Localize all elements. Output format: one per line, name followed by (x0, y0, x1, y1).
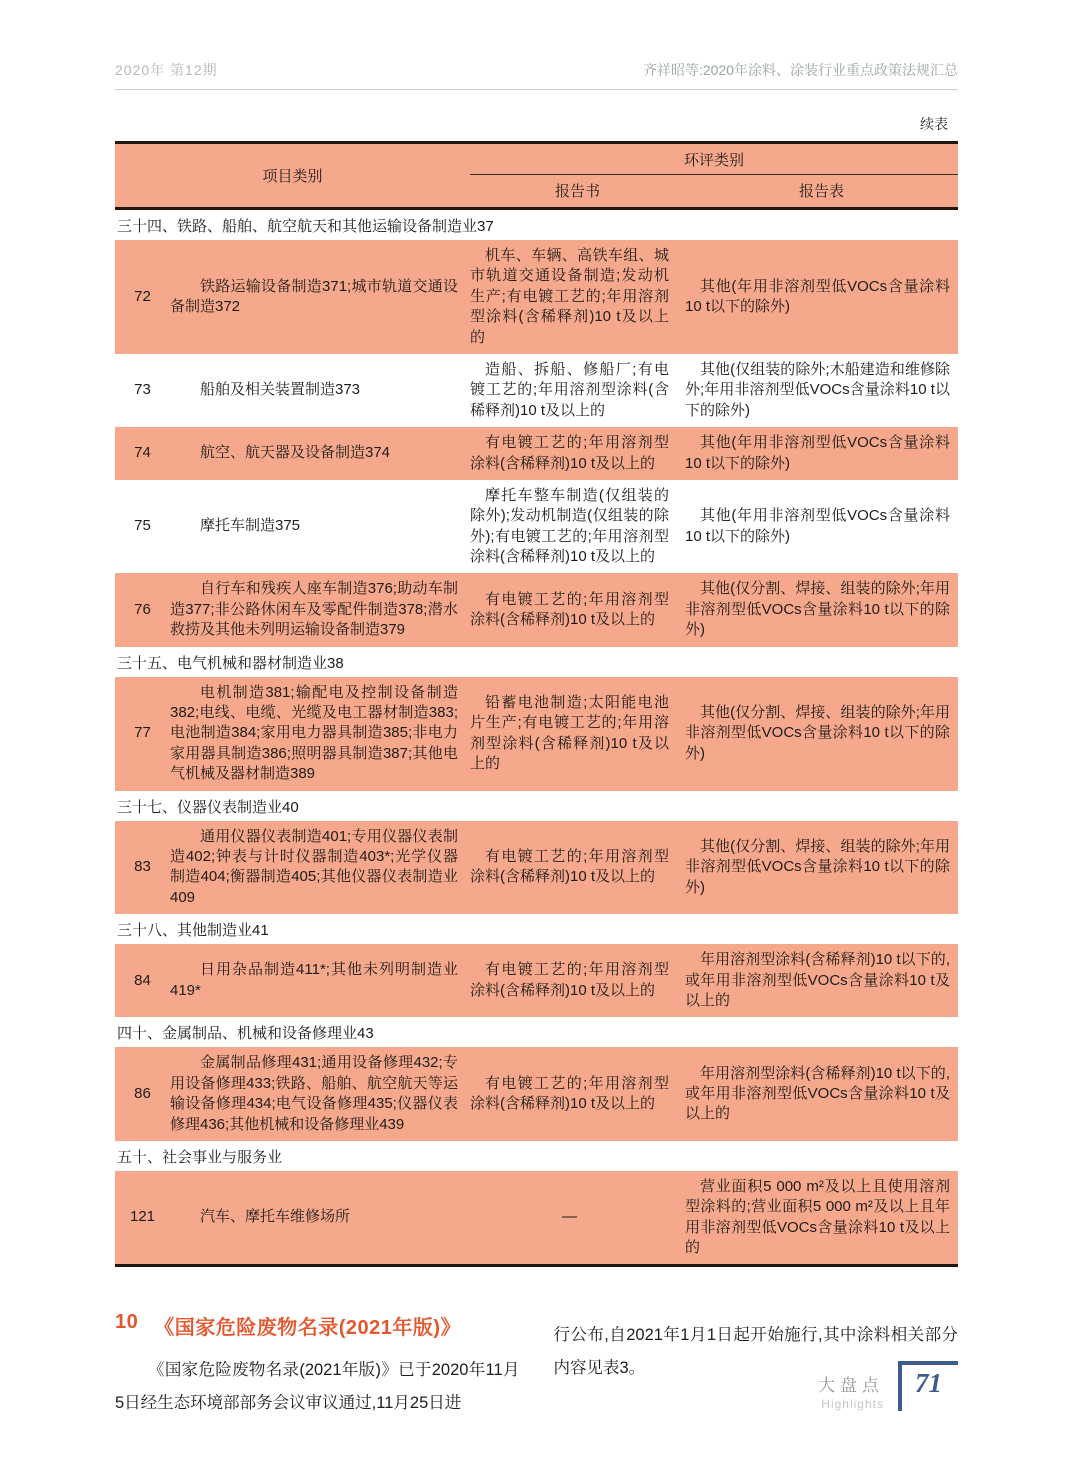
cell-book: 有电镀工艺的;年用溶剂型涂料(含稀释剂)10 t及以上的 (470, 847, 669, 886)
row-number: 73 (134, 381, 151, 399)
cell-book: 摩托车整车制造(仅组装的除外);发动机制造(仅组装的除外);有电镀工艺的;年用溶剂型涂料(含稀释剂)10 t及以上的 (470, 486, 669, 566)
table-row (115, 240, 958, 354)
section-row: 三十八、其他制造业41 (115, 914, 958, 944)
cell-category: 汽车、摩托车维修场所 (200, 1208, 351, 1226)
section-row: 五十、社会事业与服务业 (115, 1141, 958, 1171)
cell-book: 铅蓄电池制造;太阳能电池片生产;有电镀工艺的;年用溶剂型涂料(含稀释剂)10 t及以上的 (470, 693, 669, 772)
header-eia-category: 环评类别 (470, 144, 958, 175)
footer-brand-cn: 大盘点 (818, 1376, 884, 1395)
cell-category: 铁路运输设备制造371;城市轨道交通设备制造372 (170, 277, 458, 315)
paragraph-left: 《国家危险废物名录(2021年版)》已于2020年11月5日经生态环境部部务会议审议通过,11月25日进 (115, 1361, 520, 1413)
footer-brand-en: Highlights (821, 1397, 884, 1411)
cell-form: 其他(仅分割、焊接、组装的除外;年用非溶剂型低VOCs含量涂料10 t以下的除外) (685, 580, 950, 639)
table-row (115, 427, 958, 480)
section-row: 三十四、铁路、船舶、航空航天和其他运输设备制造业37 (115, 210, 958, 240)
cell-form: 年用溶剂型涂料(含稀释剂)10 t以下的,或年用非溶剂型低VOCs含量涂料10 t及以上的 (685, 951, 950, 1009)
row-number: 76 (134, 600, 151, 618)
section-row: 三十七、仪器仪表制造业40 (115, 791, 958, 821)
row-number: 83 (134, 858, 151, 876)
cell-category: 自行车和残疾人座车制造376;助动车制造377;非公路休闲车及零配件制造378;潜水救捞及其他未列明运输设备制造379 (170, 580, 458, 639)
cell-book: 有电镀工艺的;年用溶剂型涂料(含稀释剂)10 t及以上的 (470, 434, 669, 472)
issue-label: 2020年 第12期 (115, 62, 218, 78)
article-title-head: 齐祥昭等:2020年涂料、涂装行业重点政策法规汇总 (642, 62, 958, 78)
cell-form: 其他(年用非溶剂型低VOCs含量涂料10 t以下的除外) (685, 507, 950, 545)
row-number: 77 (134, 724, 151, 742)
section-row: 四十、金属制品、机械和设备修理业43 (115, 1017, 958, 1047)
page-footer (818, 1361, 958, 1411)
cell-form: 营业面积5 000 m²及以上且使用溶剂型涂料的;营业面积5 000 m²及以上且年用非溶剂型低VOCs含量涂料10 t及以上的 (685, 1177, 950, 1257)
paragraph-right: 行公布,自2021年1月1日起开始施行,其中涂料相关部分内容见表3。 (553, 1326, 958, 1378)
page-number: 71 (915, 1368, 942, 1398)
continued-table-label: 续表 (920, 116, 948, 132)
table-row (115, 677, 958, 791)
cell-form: 其他(年用非溶剂型低VOCs含量涂料10 t以下的除外) (685, 277, 950, 315)
page-number-bracket (898, 1361, 958, 1411)
table-row (115, 821, 958, 915)
cell-category: 电机制造381;输配电及控制设备制造382;电线、电缆、光缆及电工器材制造383;电池制造384;家用电力器具制造385;非电力家用器具制造386;照明器具制造387;其他电气机械及器材制造389 (170, 683, 458, 783)
eia-category-table (115, 141, 958, 1267)
cell-book: 机车、车辆、高铁车组、城市轨道交通设备制造;发动机生产;有电镀工艺的;年用溶剂型涂料(含稀释剂)10 t及以上的 (470, 247, 669, 346)
cell-category: 航空、航天器及设备制造374 (200, 444, 391, 462)
row-number: 74 (134, 444, 151, 462)
column-left (115, 1311, 520, 1420)
table-row (115, 354, 958, 427)
row-number: 121 (129, 1208, 156, 1226)
table-row (115, 944, 958, 1017)
cell-book-dash: — (562, 1208, 577, 1226)
cell-form: 年用溶剂型涂料(含稀释剂)10 t以下的,或年用非溶剂型低VOCs含量涂料10 t及以上的 (685, 1064, 950, 1123)
table-header (115, 144, 958, 210)
cell-category: 船舶及相关装置制造373 (200, 381, 361, 399)
header-eia-subrow (470, 175, 958, 207)
table-row (115, 1047, 958, 1141)
header-project-category: 项目类别 (262, 168, 323, 185)
header-eia-group (470, 144, 958, 207)
cell-category: 摩托车制造375 (200, 517, 301, 535)
table-row (115, 573, 958, 646)
row-number: 75 (134, 517, 151, 535)
cell-category: 通用仪器仪表制造401;专用仪器仪表制造402;钟表与计时仪器制造403*;光学仪器制造404;衡器制造405;其他仪器仪表制造业409 (170, 827, 458, 906)
cell-form: 其他(仅分割、焊接、组装的除外;年用非溶剂型低VOCs含量涂料10 t以下的除外) (685, 837, 950, 896)
cell-book: 有电镀工艺的;年用溶剂型涂料(含稀释剂)10 t及以上的 (470, 1074, 669, 1113)
section-10-number: 10 (115, 1311, 139, 1334)
cell-form: 其他(仅分割、焊接、组装的除外;年用非溶剂型低VOCs含量涂料10 t以下的除外) (685, 704, 950, 762)
table-row (115, 1171, 958, 1265)
cell-category: 金属制品修理431;通用设备修理432;专用设备修理433;铁路、船舶、航空航天等运输设备修理434;电气设备修理435;仪器仪表修理436;其他机械和设备修理业439 (170, 1054, 458, 1133)
row-number: 84 (134, 971, 151, 989)
cell-form: 其他(仅组装的除外;木船建造和维修除外;年用非溶剂型低VOCs含量涂料10 t以下的除外) (685, 360, 950, 419)
row-number: 72 (134, 287, 151, 305)
section-10-heading (115, 1311, 520, 1340)
cell-book: 有电镀工艺的;年用溶剂型涂料(含稀释剂)10 t及以上的 (470, 961, 669, 999)
cell-form: 其他(年用非溶剂型低VOCs含量涂料10 t以下的除外) (685, 434, 950, 472)
header-report-form: 报告表 (798, 183, 844, 200)
header-report-book: 报告书 (554, 183, 600, 200)
page-content (115, 0, 958, 1420)
table-row (115, 480, 958, 574)
section-10-title: 《国家危险废物名录(2021年版)》 (154, 1317, 462, 1340)
row-number: 86 (134, 1084, 151, 1102)
cell-book: 造船、拆船、修船厂;有电镀工艺的;年用溶剂型涂料(含稀释剂)10 t及以上的 (470, 360, 669, 419)
cell-book: 有电镀工艺的;年用溶剂型涂料(含稀释剂)10 t及以上的 (470, 590, 669, 629)
footer-brand (818, 1361, 884, 1411)
cell-category: 日用杂品制造411*;其他未列明制造业419* (170, 961, 458, 999)
running-head (115, 60, 958, 90)
section-row: 三十五、电气机械和器材制造业38 (115, 647, 958, 677)
